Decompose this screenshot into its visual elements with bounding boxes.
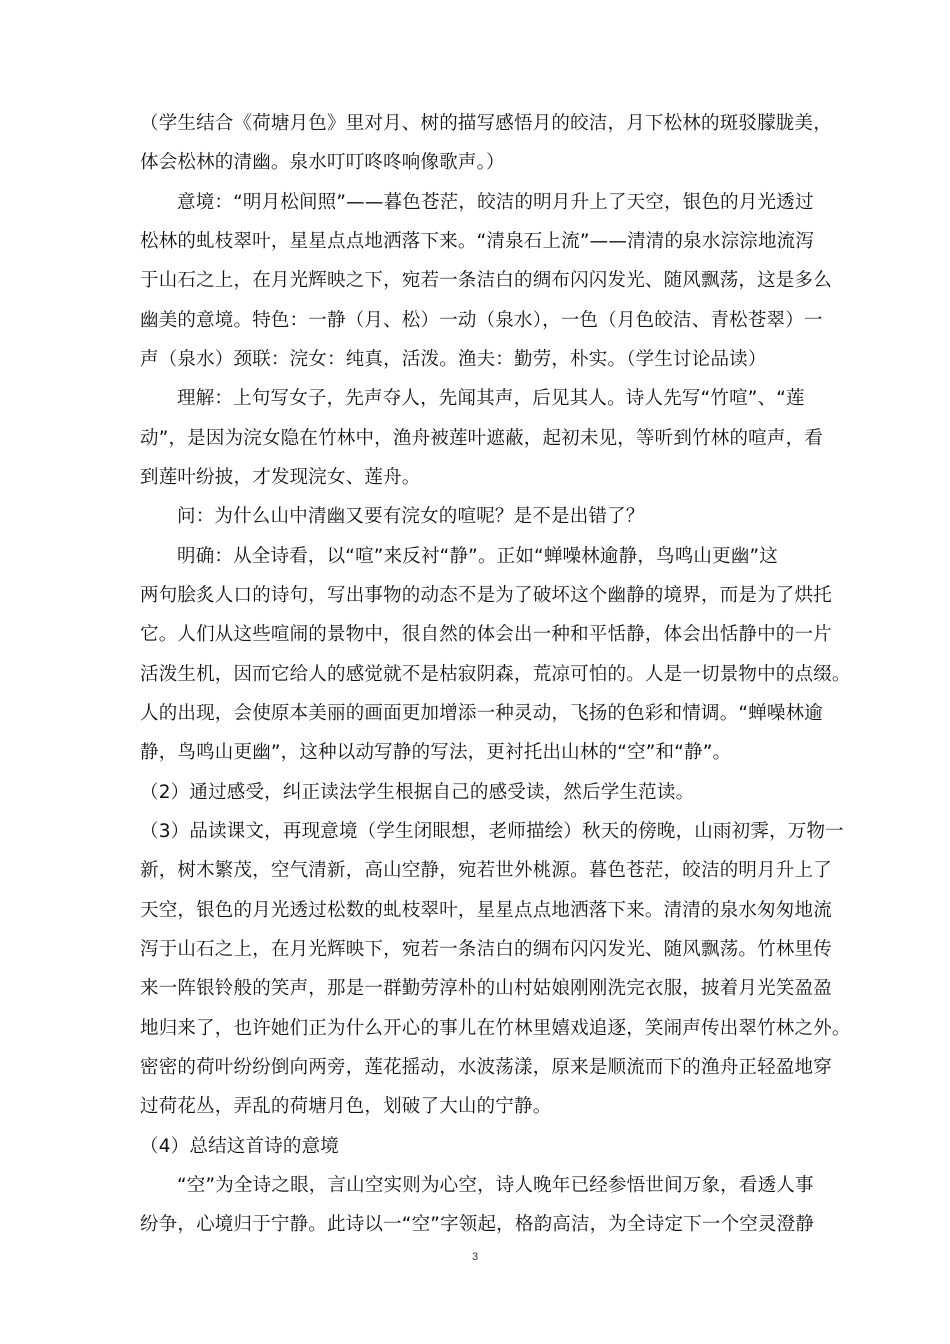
text-line: 声（泉水）颈联：浣女：纯真，活泼。渔夫：勤劳，朴实。（学生讨论品读） bbox=[140, 349, 767, 370]
text-line: 意境：“明月松间照”——暮色苍茫，皎洁的明月升上了天空，银色的月光透过 bbox=[177, 192, 814, 213]
page-number: 3 bbox=[471, 1251, 479, 1263]
text-line: 新，树木繁茂，空气清新，高山空静，宛若世外桃源。暮色苍茫，皎洁的明月升上了 bbox=[140, 860, 832, 881]
text-line: （学生结合《荷塘月色》里对月、树的描写感悟月的皎洁，月下松林的斑驳朦胧美， bbox=[140, 113, 832, 134]
text-line: 纷争，心境归于宁静。此诗以一“空”字领起，格韵高洁，为全诗定下一个空灵澄静 bbox=[140, 1214, 815, 1235]
text-line: 人的出现，会使原本美丽的画面更加增添一种灵动，飞扬的色彩和情调。“蝉噪林逾 bbox=[140, 703, 823, 724]
text-line: 天空，银色的月光透过松数的虬枝翠叶，星星点点地洒落下来。清清的泉水匆匆地流 bbox=[140, 900, 832, 921]
text-line: 两句脍炙人口的诗句，写出事物的动态不是为了破坏这个幽静的境界，而是为了烘托 bbox=[140, 585, 832, 606]
text-line: 静，鸟鸣山更幽”，这种以动写静的写法，更衬托出山林的“空”和“静”。 bbox=[140, 742, 732, 763]
text-line: （2）通过感受，纠正读法学生根据自己的感受读，然后学生范读。 bbox=[140, 782, 695, 803]
text-line: 它。人们从这些喧闹的景物中，很自然的体会出一种和平恬静，体会出恬静中的一片 bbox=[140, 624, 832, 645]
text-line: （3）品读课文，再现意境（学生闭眼想，老师描绘）秋天的傍晚，山雨初霁，万物一 bbox=[140, 821, 844, 842]
text-line: “空”为全诗之眼，言山空实则为心空，诗人晚年已经参悟世间万象，看透人事 bbox=[177, 1175, 814, 1196]
text-line: 地归来了，也许她们正为什么开心的事儿在竹林里嬉戏追逐，笑闹声传出翠竹林之外。 bbox=[140, 1018, 851, 1039]
text-line: 理解：上句写女子，先声夺人，先闻其声，后见其人。诗人先写“竹喧”、“莲 bbox=[177, 388, 805, 409]
text-line: 问：为什么山中清幽又要有浣女的喧呢？是不是出错了？ bbox=[177, 506, 645, 527]
text-line: 动”，是因为浣女隐在竹林中，渔舟被莲叶遮蔽，起初未见，等听到竹林的喧声，看 bbox=[140, 428, 823, 449]
text-line: （4）总结这首诗的意境 bbox=[140, 1136, 339, 1157]
text-line: 体会松林的清幽。泉水叮叮咚咚响像歌声。） bbox=[140, 152, 505, 173]
text-line: 密密的荷叶纷纷倒向两旁，莲花摇动，水波荡漾，原来是顺流而下的渔舟正轻盈地穿 bbox=[140, 1057, 832, 1078]
text-line: 泻于山石之上，在月光辉映下，宛若一条洁白的绸布闪闪发光、随风飘荡。竹林里传 bbox=[140, 939, 832, 960]
text-line: 来一阵银铃般的笑声，那是一群勤劳淳朴的山村姑娘刚刚洗完衣服，披着月光笑盈盈 bbox=[140, 978, 832, 999]
text-line: 明确：从全诗看，以“喧”来反衬“静”。正如“蝉噪林逾静，鸟鸣山更幽”这 bbox=[177, 546, 779, 567]
text-line: 到莲叶纷披，才发现浣女、莲舟。 bbox=[140, 467, 421, 488]
text-line: 于山石之上，在月光辉映之下，宛若一条洁白的绸布闪闪发光、随风飘荡，这是多么 bbox=[140, 270, 832, 291]
text-line: 幽美的意境。特色：一静（月、松）一动（泉水），一色（月色皎洁、青松苍翠）一 bbox=[140, 310, 823, 331]
text-line: 松林的虬枝翠叶，星星点点地洒落下来。“清泉石上流”——清清的泉水淙淙地流泻 bbox=[140, 231, 815, 252]
text-line: 活泼生机，因而它给人的感觉就不是枯寂阴森，荒凉可怕的。人是一切景物中的点缀。 bbox=[140, 664, 851, 685]
text-line: 过荷花丛，弄乱的荷塘月色，划破了大山的宁静。 bbox=[140, 1096, 552, 1117]
